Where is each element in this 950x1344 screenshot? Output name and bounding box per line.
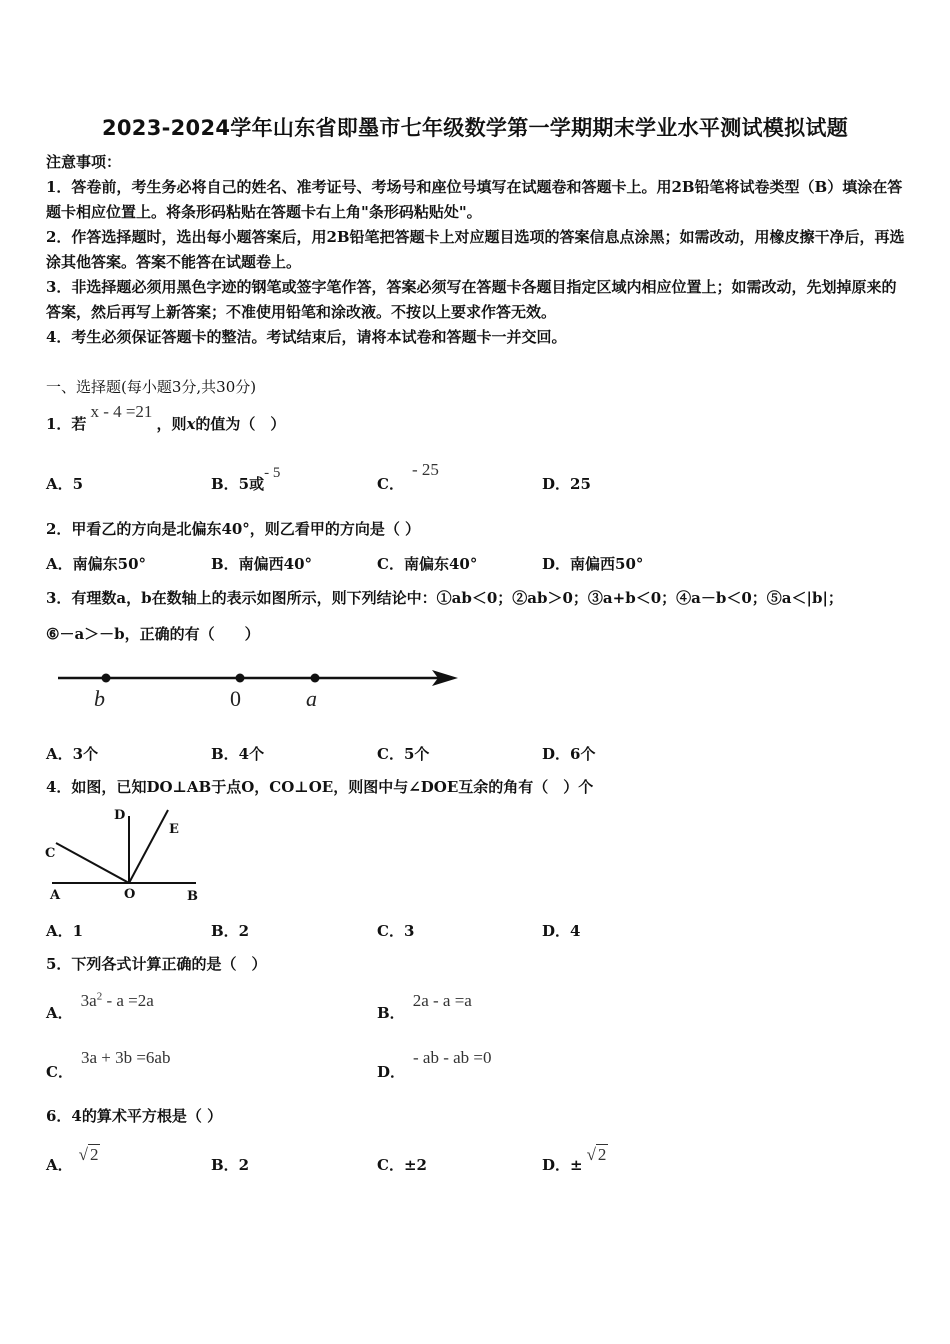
notice-item-2: 2．作答选择题时，选出每小题答案后，用2B铅笔把答题卡上对应题目选项的答案信息点涂黑；如需改动，用橡皮擦干净后，再选涂其他答案。答案不能答在试题卷上。	[46, 228, 905, 271]
q4-option-a: A．1	[46, 922, 84, 940]
q1-suffix: ，则	[156, 415, 187, 433]
q5-option-b	[377, 991, 472, 1023]
label-e: E	[169, 822, 179, 837]
label-a: A	[50, 888, 61, 903]
notice-item-3: 3．非选择题必须用黑色字迹的钢笔或签字笔作答，答案必须写在答题卡各题目指定区域内相应位置上；如需改动，先划掉原来的答案，然后再写上新答案；不准使用铅笔和涂改液。不按以上要求作答无效。	[46, 278, 897, 321]
q3-stem-line2: ⑥－a＞－b，正确的有（ ）	[46, 625, 260, 643]
q5-stem: 5．下列各式计算正确的是（ ）	[46, 955, 267, 973]
q3-stem-line1: 3．有理数a，b在数轴上的表示如图所示，则下列结论中：①ab＜0；②ab＞0；③a+b＜0；④a－b＜0；⑤a＜|b|；	[46, 589, 843, 607]
section-heading: 一、选择题(每小题3分,共30分)	[46, 378, 257, 396]
notice-item-1: 1．答卷前，考生务必将自己的姓名、准考证号、考场号和座位号填写在试题卷和答题卡上。用2B铅笔将试卷类型（B）填涂在答题卡相应位置上。将条形码粘贴在答题卡右上角"条形码粘贴处"。	[46, 178, 903, 221]
q5-option-d-label: D．	[377, 1063, 406, 1081]
q3-option-d: D．6个	[542, 745, 596, 763]
q1-option-b	[211, 465, 281, 494]
q1-option-c	[377, 460, 439, 494]
point-a	[311, 674, 320, 683]
label-o: O	[124, 887, 136, 902]
q2-option-a: A．南偏东50°	[46, 555, 147, 573]
q4-option-c: C．3	[377, 922, 415, 940]
q2-option-c: C．南偏东40°	[377, 555, 478, 573]
q1-prefix: 1．若	[46, 415, 87, 433]
label-b-point: B	[187, 889, 198, 904]
q6-option-a-label: A．	[46, 1156, 73, 1174]
q6-option-c: C．±2	[377, 1156, 427, 1174]
q5-option-a-label: A．	[46, 1004, 73, 1022]
q2-option-d: D．南偏西50°	[542, 555, 644, 573]
q1-formula: x - 4 =21	[90, 402, 153, 421]
point-b	[102, 674, 111, 683]
q5-option-b-label: B．	[377, 1004, 405, 1022]
q3-option-b: B．4个	[211, 745, 265, 763]
q1-option-b-label: B．5或	[211, 475, 265, 493]
q1-option-d: D．25	[542, 475, 591, 493]
label-b: b	[94, 686, 105, 711]
label-c: C	[45, 846, 56, 861]
q5-option-c-label: C．	[46, 1063, 73, 1081]
q1-option-a: A．5	[46, 475, 84, 493]
q4-option-d: D．4	[542, 922, 581, 940]
q6-option-d-sqrt: √ 2	[586, 1145, 607, 1164]
line-oc	[56, 843, 129, 883]
notice-heading: 注意事项：	[46, 153, 122, 171]
q2-option-b: B．南偏西40°	[211, 555, 313, 573]
q6-option-a-radicand: 2	[89, 1145, 99, 1164]
q6-stem: 6．4的算术平方根是（ ）	[46, 1107, 223, 1125]
q5-option-a	[46, 990, 154, 1023]
q1-stem	[46, 402, 286, 437]
q5-option-c	[46, 1048, 171, 1082]
q3-option-c: C．5个	[377, 745, 430, 763]
q5-option-a-math-pre: 3a	[80, 991, 97, 1010]
q5-option-d-math: - ab - ab =0	[413, 1048, 492, 1067]
line-oe	[129, 810, 168, 883]
label-d: D	[114, 808, 126, 823]
q6-option-b: B．2	[211, 1156, 250, 1174]
q4-stem: 4．如图，已知DO⊥AB于点O，CO⊥OE，则图中与∠DOE互余的角有（ ）个	[46, 778, 594, 796]
number-line-figure	[50, 660, 470, 720]
q5-option-a-math	[81, 991, 154, 1010]
q5-option-a-math-sup: 2	[96, 990, 103, 1003]
q5-option-d	[377, 1048, 492, 1082]
q6-option-d-label: D．±	[542, 1156, 583, 1174]
q5-option-c-math: 3a + 3b =6ab	[80, 1048, 171, 1067]
q1-option-c-math: - 25	[411, 460, 439, 479]
q5-option-b-math: 2a - a =a	[412, 991, 472, 1010]
q1-var: x	[186, 415, 196, 433]
page-title: 2023-2024学年山东省即墨市七年级数学第一学期期末学业水平测试模拟试题	[101, 116, 848, 140]
q5-option-a-math-post: - a =2a	[102, 991, 154, 1010]
q6-option-a-sqrt: √ 2	[78, 1145, 99, 1164]
notice-item-4: 4．考生必须保证答题卡的整洁。考试结束后，请将本试卷和答题卡一并交回。	[46, 328, 567, 346]
q1-option-b-math: - 5	[264, 465, 281, 481]
label-a: a	[306, 686, 317, 711]
q1-suffix2: 的值为（ ）	[195, 415, 286, 433]
q6-option-d-radicand: 2	[597, 1145, 607, 1164]
angle-figure	[40, 800, 220, 910]
q4-option-b: B．2	[211, 922, 250, 940]
q6-option-a	[46, 1145, 100, 1175]
q2-stem: 2．甲看乙的方向是北偏东40°，则乙看甲的方向是（ ）	[46, 520, 421, 538]
q6-option-d	[542, 1145, 608, 1175]
point-zero	[236, 674, 245, 683]
q1-option-c-label: C．	[377, 475, 404, 493]
label-zero: 0	[230, 686, 241, 711]
q3-option-a: A．3个	[46, 745, 99, 763]
